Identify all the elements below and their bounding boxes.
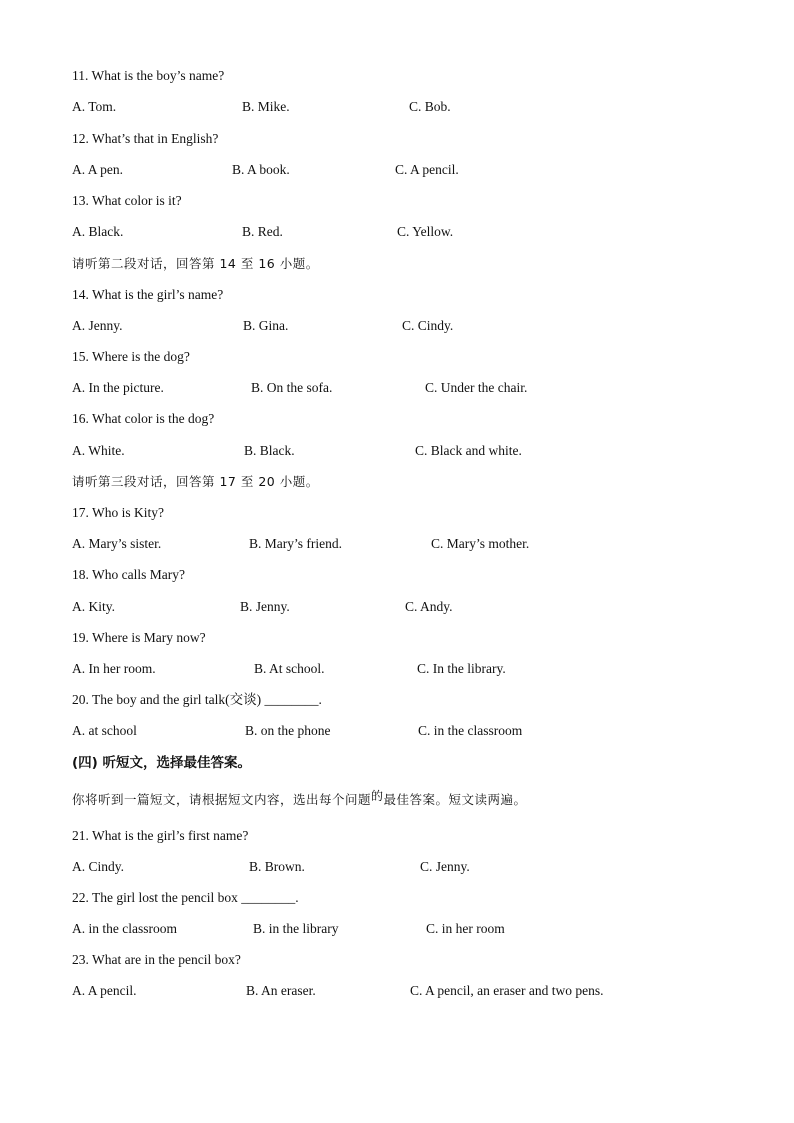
- option-b: B. Mary’s friend.: [249, 536, 342, 551]
- question-20: 20. The boy and the girl talk(交谈) ________.: [72, 692, 322, 707]
- section-4-heading: (四) 听短文，选择最佳答案。: [72, 755, 252, 771]
- option-c: C. Yellow.: [397, 224, 454, 239]
- section-4-description-sup: 的: [371, 789, 384, 803]
- question-15: 15. Where is the dog?: [72, 349, 190, 364]
- option-a: A. in the classroom: [72, 921, 177, 936]
- option-a: A. Jenny.: [72, 318, 123, 333]
- option-b: B. Red.: [242, 224, 283, 239]
- option-b: B. On the sofa.: [251, 380, 333, 395]
- option-b: B. Brown.: [249, 859, 305, 874]
- option-c: C. Andy.: [405, 599, 453, 614]
- option-a: A. White.: [72, 443, 125, 458]
- question-19: 19. Where is Mary now?: [72, 630, 206, 645]
- question-22: 22. The girl lost the pencil box ________.: [72, 890, 299, 905]
- option-c: C. Under the chair.: [425, 380, 528, 395]
- option-c: C. Mary’s mother.: [431, 536, 530, 551]
- option-b: B. on the phone: [245, 723, 331, 738]
- option-a: A. Mary’s sister.: [72, 536, 162, 551]
- option-b: B. An eraser.: [246, 983, 316, 998]
- option-c: C. Cindy.: [402, 318, 454, 333]
- question-13: 13. What color is it?: [72, 193, 182, 208]
- section-4-description: [72, 789, 527, 808]
- option-b: B. A book.: [232, 162, 290, 177]
- option-c: C. A pencil, an eraser and two pens.: [410, 983, 604, 998]
- option-a: A. Cindy.: [72, 859, 125, 874]
- question-18: 18. Who calls Mary?: [72, 567, 185, 582]
- instruction-dialog-3: 请听第三段对话，回答第 17 至 20 小题。: [72, 474, 319, 489]
- option-b: B. At school.: [254, 661, 325, 676]
- question-11: 11. What is the boy’s name?: [72, 68, 225, 83]
- option-a: A. A pen.: [72, 162, 124, 177]
- option-b: B. Jenny.: [240, 599, 290, 614]
- option-a: A. In the picture.: [72, 380, 164, 395]
- section-4-description-part1: 你将听到一篇短文，请根据短文内容，选出每个问题: [72, 792, 372, 807]
- option-a: A. Kity.: [72, 599, 115, 614]
- option-b: B. Mike.: [242, 99, 290, 114]
- question-16: 16. What color is the dog?: [72, 411, 215, 426]
- option-c: C. Bob.: [409, 99, 451, 114]
- question-23: 23. What are in the pencil box?: [72, 952, 241, 967]
- question-21: 21. What is the girl’s first name?: [72, 828, 249, 843]
- option-a: A. A pencil.: [72, 983, 137, 998]
- instruction-dialog-2: 请听第二段对话，回答第 14 至 16 小题。: [72, 256, 319, 271]
- option-b: B. in the library: [253, 921, 339, 936]
- option-a: A. Tom.: [72, 99, 117, 114]
- option-c: C. In the library.: [417, 661, 506, 676]
- option-c: C. Black and white.: [415, 443, 522, 458]
- option-a: A. In her room.: [72, 661, 156, 676]
- section-4-description-part2: 最佳答案。短文读两遍。: [383, 792, 527, 807]
- option-a: A. at school: [72, 723, 137, 738]
- option-b: B. Gina.: [243, 318, 289, 333]
- option-c: C. A pencil.: [395, 162, 459, 177]
- question-12: 12. What’s that in English?: [72, 131, 219, 146]
- question-14: 14. What is the girl’s name?: [72, 287, 224, 302]
- option-c: C. in the classroom: [418, 723, 523, 738]
- option-c: C. Jenny.: [420, 859, 470, 874]
- option-b: B. Black.: [244, 443, 295, 458]
- option-c: C. in her room: [426, 921, 505, 936]
- option-a: A. Black.: [72, 224, 124, 239]
- question-17: 17. Who is Kity?: [72, 505, 164, 520]
